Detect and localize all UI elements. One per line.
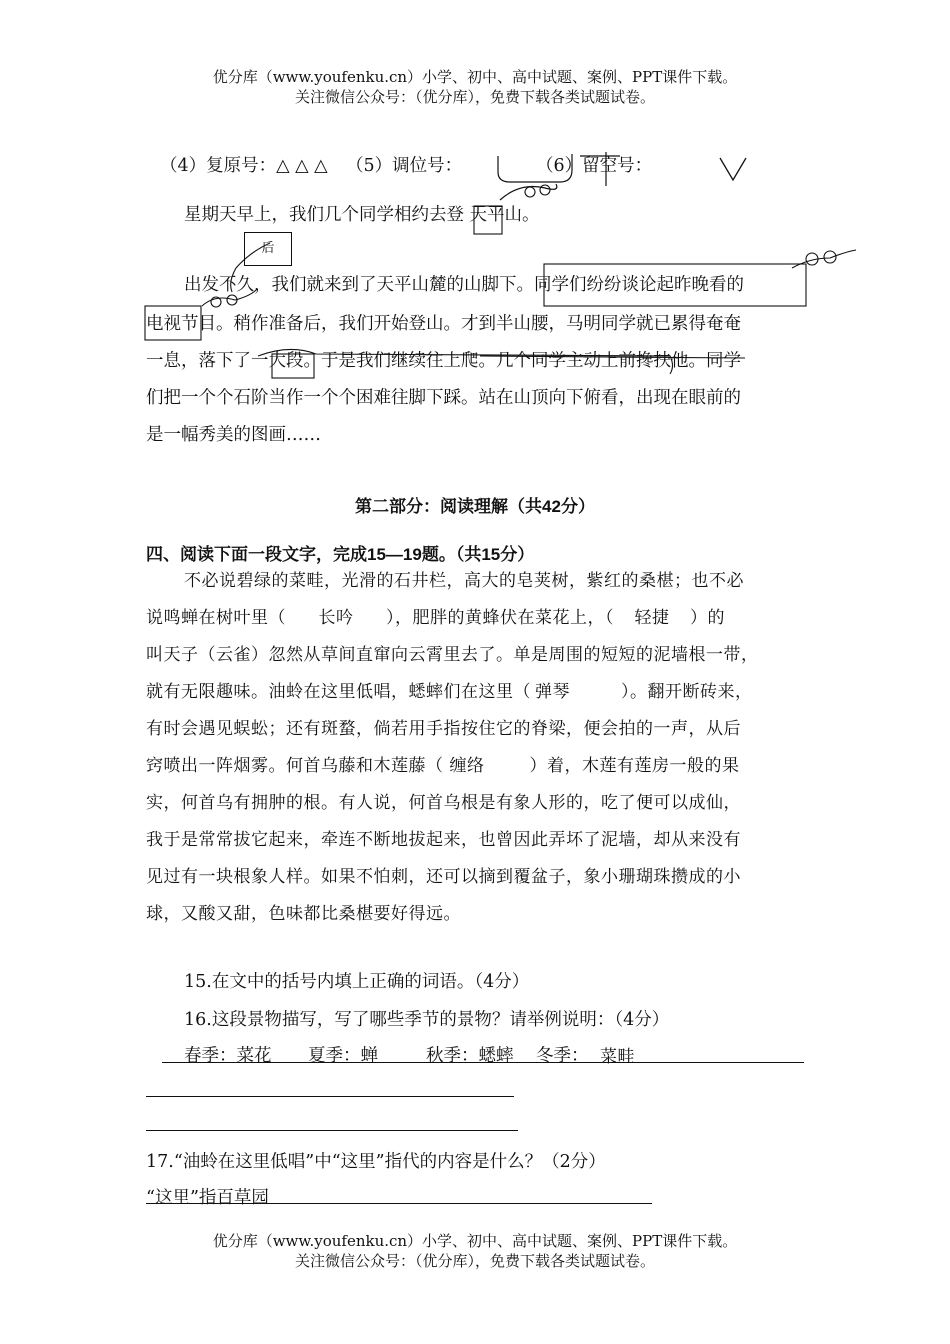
- answer-line: [146, 1096, 514, 1097]
- passage-line-10: 球，又酸又甜，色味都比桑椹要好得远。: [146, 904, 461, 924]
- q16-answer-summer: 夏季：蝉: [308, 1046, 378, 1066]
- header-line-1: 优分库（www.youfenku.cn）小学、初中、高中试题、案例、PPT课件下载。: [212, 68, 738, 86]
- answer-line: [146, 1203, 652, 1204]
- answer-line: [146, 1130, 518, 1131]
- passage-text: 说鸣蝉在树叶里（: [146, 608, 286, 628]
- swap-symbol-label: （5）调位号：: [346, 156, 463, 176]
- answer-fill-1: 长吟: [318, 608, 354, 628]
- q16-answer-spring: 春季：菜花: [184, 1046, 272, 1066]
- passage-line-8: 我于是常常拔它起来，牵连不断地拔起来，也曾因此弄坏了泥墙，却从来没有: [146, 830, 741, 850]
- insert-word-box: 后: [244, 232, 292, 266]
- footer-line-1: 优分库（www.youfenku.cn）小学、初中、高中试题、案例、PPT课件下载。: [212, 1232, 738, 1250]
- answer-fill-4: 缠络: [449, 756, 485, 776]
- passage-text: 窍喷出一阵烟雾。何首乌藤和木莲藤（: [146, 756, 444, 776]
- proofread-line-3: 电视节目。稍作准备后，我们开始登山。才到半山腰，马明同学就已累得奄奄: [146, 314, 741, 334]
- proofread-line-1: 星期天早上，我们几个同学相约去登 天平山。: [184, 205, 540, 225]
- restore-symbol-label: （4）复原号：△ △ △: [160, 156, 328, 176]
- question-17: 17.“油蛉在这里低唱”中“这里”指代的内容是什么？（2分）: [146, 1152, 606, 1172]
- section-title: 第二部分：阅读理解（共42分）: [355, 497, 595, 516]
- question-15: 15.在文中的括号内填上正确的词语。（4分）: [184, 972, 530, 992]
- q16-answer-winter: 冬季：: [536, 1046, 589, 1066]
- passage-line-5: 有时会遇见蜈蚣；还有斑蝥，倘若用手指按住它的脊梁，便会拍的一声，从后: [146, 719, 741, 739]
- q17-answer: “这里”指百草园: [146, 1188, 269, 1208]
- q16-answer-winter-value: 菜畦: [600, 1047, 635, 1067]
- answer-fill-2: 轻捷: [634, 608, 670, 628]
- passage-text: 就有无限趣味。油蛉在这里低唱，蟋蟀们在这里（: [146, 682, 531, 702]
- passage-line-9: 见过有一块根象人样。如果不怕刺，还可以摘到覆盆子，象小珊瑚珠攒成的小: [146, 867, 741, 887]
- passage-text: ）的: [690, 608, 725, 628]
- passage-text: ）着，木莲有莲房一般的果: [529, 756, 740, 776]
- passage-line-3: 叫天子（云雀）忽然从草间直窜向云霄里去了。单是周围的短短的泥墙根一带，: [146, 645, 759, 665]
- passage-line-7: 实，何首乌有拥肿的根。有人说，何首乌根是有象人形的，吃了便可以成仙，: [146, 793, 741, 813]
- answer-line: [162, 1062, 804, 1063]
- header-line-2: 关注微信公众号：（优分库），免费下载各类试题试卷。: [294, 88, 655, 106]
- proofread-line-6: 是一幅秀美的图画……: [146, 425, 321, 445]
- question-16: 16.这段景物描写，写了哪些季节的景物？请举例说明：（4分）: [184, 1010, 670, 1030]
- question-group-title: 四、阅读下面一段文字，完成15—19题。（共15分）: [146, 545, 535, 564]
- proofread-line-2: 出发不久，我们就来到了天平山麓的山脚下。同学们纷纷谈论起昨晚看的: [184, 275, 744, 295]
- passage-line-6: [146, 751, 740, 776]
- passage-text: ），肥胖的黄蜂伏在菜花上，（: [386, 608, 614, 628]
- passage-text: ）。翻开断砖来，: [621, 682, 753, 702]
- blank-symbol-label: （6）留空号：: [536, 156, 653, 176]
- q16-answer-autumn: 秋季：蟋蟀: [426, 1046, 514, 1066]
- answer-fill-3: 弹琴: [535, 682, 570, 702]
- proofread-line-4: 一息，落下了一大段。于是我们继续往上爬。几个同学主动上前搀扶他。同学: [146, 351, 741, 371]
- passage-line-2: [146, 603, 725, 628]
- passage-line-1: 不必说碧绿的菜畦，光滑的石井栏，高大的皂荚树，紫红的桑椹；也不必: [184, 571, 744, 591]
- proofread-line-5: 们把一个个石阶当作一个个困难往脚下踩。站在山顶向下俯看，出现在眼前的: [146, 388, 741, 408]
- footer-line-2: 关注微信公众号：（优分库），免费下载各类试题试卷。: [294, 1252, 655, 1270]
- passage-line-4: [146, 677, 753, 702]
